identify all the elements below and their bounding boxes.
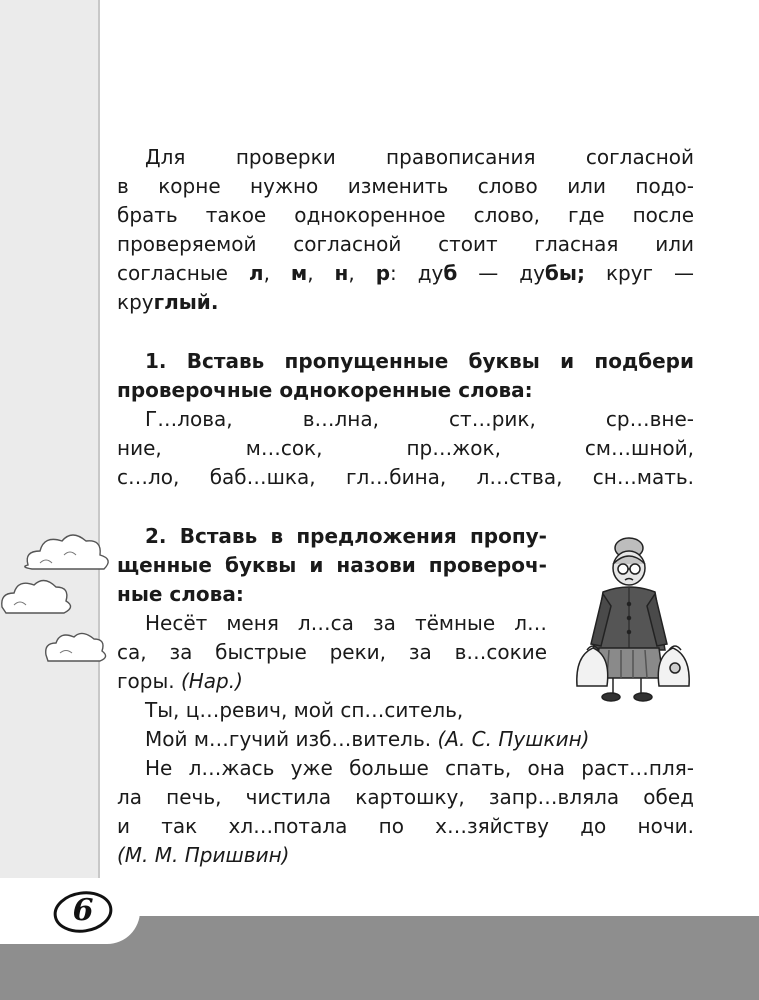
poem-line	[117, 725, 694, 754]
page-number-text: 6	[72, 893, 94, 928]
task-title-line: 2. Вставь в предложения пропу-	[145, 524, 547, 548]
rule-line: проверяемой согласной стоит гласная или	[117, 232, 694, 256]
example-word: ду	[519, 261, 545, 285]
rule-line: Для проверки правописания согласной	[145, 145, 694, 169]
rule-line	[117, 259, 694, 288]
task-1-title	[117, 347, 694, 376]
text-fragment: Мой м…гучий изб…витель.	[145, 727, 438, 751]
rule-text: —	[653, 261, 695, 285]
text-line: Не л…жась уже больше спать, она раст…пля-	[145, 756, 694, 780]
rule-paragraph	[117, 143, 694, 317]
rule-text	[585, 261, 606, 285]
rule-text: ,	[263, 261, 291, 285]
text-line	[117, 841, 694, 870]
rule-text: ,	[348, 261, 376, 285]
word-line: Г…лова, в…лна, ст…рик, ср…вне-	[145, 407, 694, 431]
text-fragment: горы.	[117, 669, 181, 693]
source-citation: (Нар.)	[180, 669, 243, 693]
rule-text: ,	[307, 261, 335, 285]
word-line: ние, м…сок, пр…жок, см…шной,	[117, 436, 694, 460]
text-line: са, за быстрые реки, за в…сокие	[117, 640, 547, 664]
example-bold: бы;	[544, 261, 585, 285]
letter-r: р	[375, 261, 391, 285]
task-1-title	[117, 376, 694, 405]
text-line: ла печь, чистила картошку, запр…вляла обед	[117, 785, 694, 809]
side-strip	[0, 0, 100, 1000]
source-citation: (М. М. Пришвин)	[117, 843, 290, 867]
example-word: ду	[417, 261, 444, 285]
poem-line: Ты, ц…ревич, мой сп…ситель,	[145, 698, 464, 722]
task-title-line: 1. Вставь пропущенные буквы и подбери	[145, 349, 694, 373]
letter-m: м	[290, 261, 308, 285]
page-content	[117, 143, 694, 870]
page-number	[51, 889, 115, 935]
rule-line: в корне нужно изменить слово или подо-	[117, 174, 694, 198]
text-line: Несёт меня л…са за тёмные л…	[145, 611, 547, 635]
clouds-illustration	[0, 515, 120, 665]
example-word: круг	[605, 261, 654, 285]
task-1	[117, 347, 694, 492]
rule-line: брать такое однокоренное слово, где после	[117, 203, 694, 227]
task-2-title	[117, 551, 547, 580]
rule-line	[117, 288, 694, 317]
task-title-line: щенные буквы и назови провероч-	[117, 553, 547, 577]
example-bold: б	[443, 261, 458, 285]
text-line	[117, 667, 547, 696]
source-citation: (А. С. Пушкин)	[437, 727, 590, 751]
text-line: и так хл…потала по х…зяйству до ночи.	[117, 814, 694, 838]
example-word: кру	[117, 290, 154, 314]
rule-text: —	[457, 261, 520, 285]
rule-text: согласные	[117, 261, 249, 285]
rule-text: :	[390, 261, 418, 285]
example-bold: глый.	[153, 290, 219, 314]
letter-l: л	[248, 261, 264, 285]
grandmother-illustration	[573, 536, 693, 704]
letter-n: н	[334, 261, 349, 285]
task-title-line: проверочные однокоренные слова:	[117, 378, 533, 402]
task-2-title	[117, 580, 547, 609]
task-2-title	[117, 522, 547, 551]
word-line: с…ло, баб…шка, гл…бина, л…ства, сн…мать.	[117, 465, 694, 489]
task-title-line: ные слова:	[117, 582, 244, 606]
